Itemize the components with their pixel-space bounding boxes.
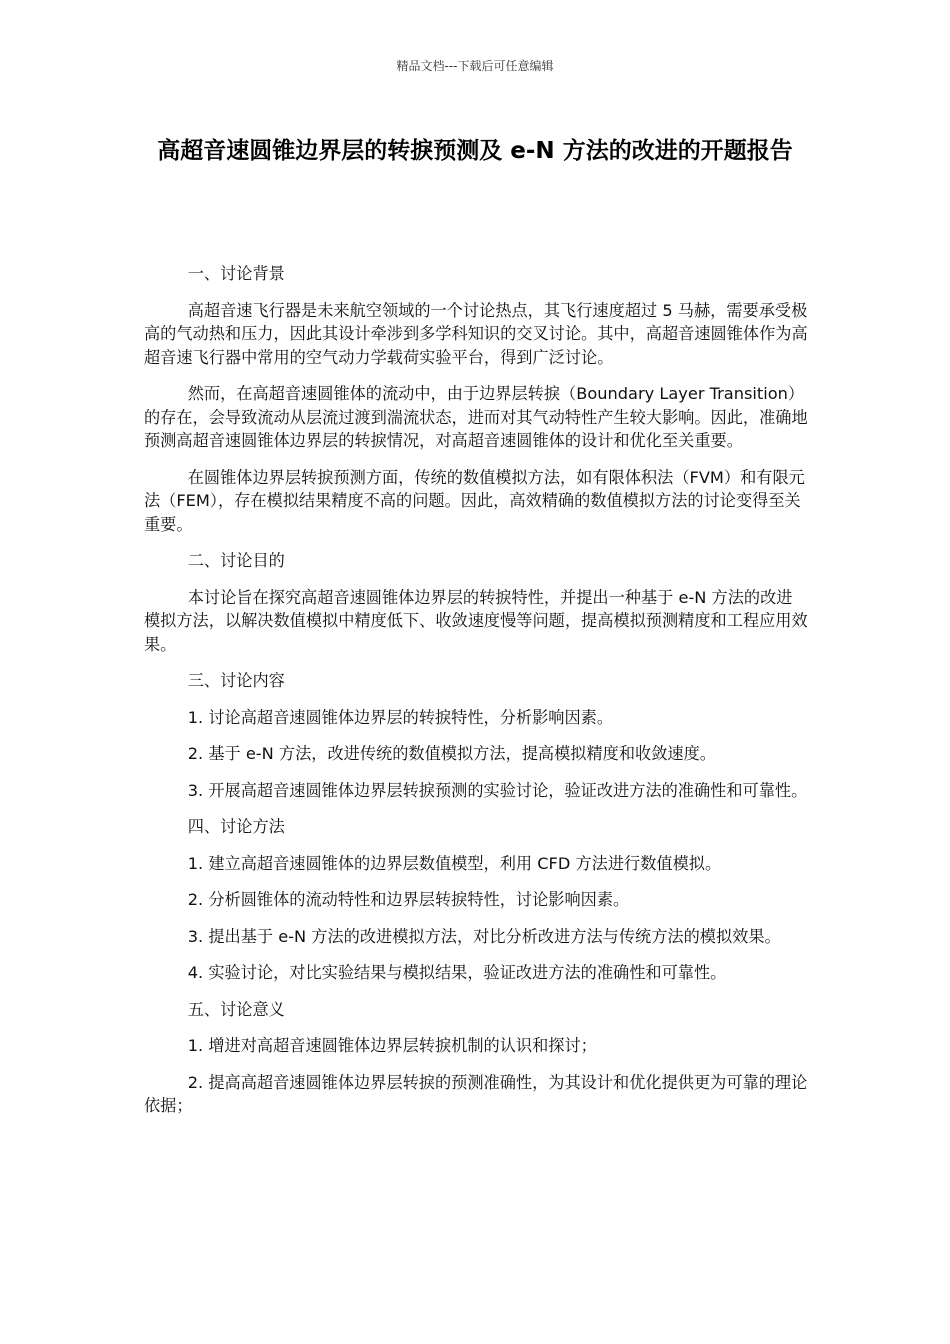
document-title: 高超音速圆锥边界层的转捩预测及 e-N 方法的改进的开题报告 — [157, 138, 793, 164]
section-heading-significance: 五、讨论意义 — [187, 999, 285, 1019]
paragraph-background-3: 在圆锥体边界层转捩预测方面，传统的数值模拟方法，如有限体积法（FVM）和有限元法（FEM），存在模拟结果精度不高的问题。因此，高效精确的数值模拟方法的讨论变得至关重要。 — [144, 467, 805, 534]
list-item-method-3: 3. 提出基于 e-N 方法的改进模拟方法，对比分析改进方法与传统方法的模拟效果。 — [187, 926, 781, 946]
list-item-content-1: 1. 讨论高超音速圆锥体边界层的转捩特性，分析影响因素。 — [187, 707, 614, 727]
paragraph-background-1: 高超音速飞行器是未来航空领域的一个讨论热点，其飞行速度超过 5 马赫，需要承受极高的气动热和压力，因此其设计牵涉到多学科知识的交叉讨论。其中，高超音速圆锥体作为高超音速飞行器中常用的空气动力学载荷实验平台，得到广泛讨论。 — [144, 300, 808, 367]
list-item-method-4: 4. 实验讨论，对比实验结果与模拟结果，验证改进方法的准确性和可靠性。 — [187, 963, 727, 982]
paragraph-purpose-1: 本讨论旨在探究高超音速圆锥体边界层的转捩特性，并提出一种基于 e-N 方法的改进模拟方法，以解决数值模拟中精度低下、收敛速度慢等问题，提高模拟预测精度和工程应用效果。 — [144, 587, 808, 654]
page-header: 精品文档---下载后可任意编辑 — [396, 59, 554, 73]
section-heading-purpose: 二、讨论目的 — [187, 551, 285, 570]
document-body — [144, 262, 808, 1131]
paragraph-background-2: 然而，在高超音速圆锥体的流动中，由于边界层转捩（Boundary Layer Transition）的存在，会导致流动从层流过渡到湍流状态，进而对其气动特性产生较大影响。因此，准确地预测高超音速圆锥体边界层的转捩情况，对高超音速圆锥体的设计和优化至关重要。 — [144, 384, 808, 450]
section-heading-method: 四、讨论方法 — [187, 817, 285, 836]
list-item-method-2: 2. 分析圆锥体的流动特性和边界层转捩特性，讨论影响因素。 — [187, 890, 630, 909]
section-heading-content: 三、讨论内容 — [187, 671, 285, 690]
list-item-method-1: 1. 建立高超音速圆锥体的边界层数值模型，利用 CFD 方法进行数值模拟。 — [187, 853, 722, 873]
list-item-content-3: 3. 开展高超音速圆锥体边界层转捩预测的实验讨论，验证改进方法的准确性和可靠性。 — [187, 780, 808, 800]
list-item-significance-1: 1. 增进对高超音速圆锥体边界层转捩机制的认识和探讨； — [187, 1036, 597, 1055]
section-heading-background: 一、讨论背景 — [187, 264, 285, 283]
list-item-content-2: 2. 基于 e-N 方法，改进传统的数值模拟方法，提高模拟精度和收敛速度。 — [187, 744, 716, 763]
list-item-significance-2: 2. 提高高超音速圆锥体边界层转捩的预测准确性，为其设计和优化提供更为可靠的理论依据； — [144, 1072, 808, 1115]
